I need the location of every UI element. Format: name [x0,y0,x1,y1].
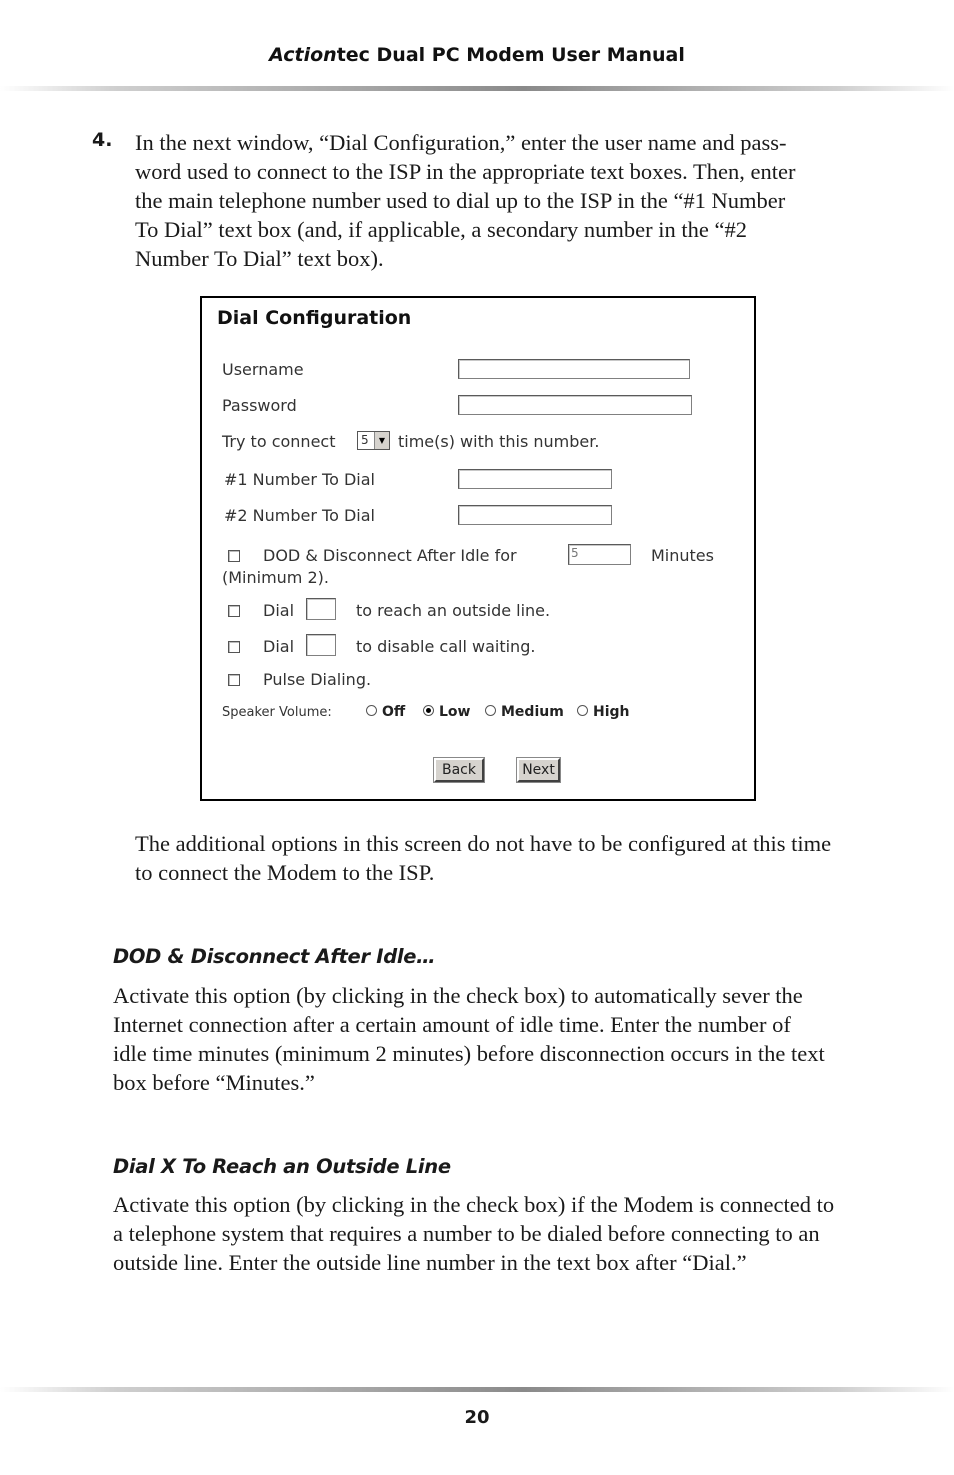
next-button[interactable]: Next [517,758,560,782]
minutes-label: Minutes [651,546,714,565]
volume-high-radio[interactable] [577,705,588,716]
number1-input[interactable] [458,469,612,489]
password-input[interactable] [458,395,692,415]
retry-count-select[interactable] [357,431,390,450]
pulse-dialing-label: Pulse Dialing. [263,670,372,689]
pulse-dialing-checkbox[interactable] [228,674,240,686]
chevron-down-icon[interactable]: ▼ [374,432,389,449]
volume-low-radio[interactable] [423,705,434,716]
dialog-title: Dial Configuration [217,307,412,329]
outside-line-input[interactable] [306,598,336,620]
outside-line-checkbox[interactable] [228,605,240,617]
section-heading-outside-line: Dial X To Reach an Outside Line [113,1155,451,1178]
volume-high-label: High [593,704,630,720]
outside-line-suffix: to reach an outside line. [356,601,551,620]
paragraph-line: box before “Minutes.” [113,1070,315,1095]
username-input[interactable] [458,359,690,379]
section-outside-line-paragraph [113,1190,834,1277]
password-label: Password [222,396,297,415]
back-button[interactable]: Back [434,758,484,782]
volume-medium-label: Medium [501,704,564,720]
running-header [0,44,954,66]
header-title-rest: tec Dual PC Modem User Manual [336,44,685,66]
step-line: word used to connect to the ISP in the appropriate text boxes. Then, enter [135,159,796,184]
minimum-note: (Minimum 2). [222,568,329,587]
dod-label: DOD & Disconnect After Idle for [263,546,517,565]
username-label: Username [222,360,304,379]
footer-rule [0,1387,954,1392]
paragraph-line: outside line. Enter the outside line number in the text box after “Dial.” [113,1250,747,1275]
paragraph-line: idle time minutes (minimum 2 minutes) before disconnection occurs in the text [113,1041,825,1066]
volume-off-radio[interactable] [366,705,377,716]
volume-medium-radio[interactable] [485,705,496,716]
step-line: To Dial” text box (and, if applicable, a secondary number in the “#2 [135,217,747,242]
paragraph-line: Internet connection after a certain amount of idle time. Enter the number of [113,1012,791,1037]
number2-input[interactable] [458,505,612,525]
paragraph-line: Activate this option (by clicking in the check box) if the Modem is connected to [113,1192,835,1217]
call-waiting-suffix: to disable call waiting. [356,637,536,656]
idle-minutes-input[interactable]: 5 [568,544,631,565]
number2-label: #2 Number To Dial [224,506,375,525]
number1-label: #1 Number To Dial [224,470,375,489]
header-brand: Action [269,44,337,66]
dod-checkbox[interactable] [228,550,240,562]
step-line: Number To Dial” text box). [135,246,384,271]
step-number: 4. [92,129,113,151]
header-rule [0,86,954,91]
dial-configuration-panel [200,296,756,801]
paragraph-line: Activate this option (by clicking in the check box) to automatically sever the [113,983,803,1008]
retry-count-value: 5 [361,433,369,447]
call-waiting-input[interactable] [306,634,336,656]
paragraph-line: to connect the Modem to the ISP. [135,860,435,885]
section-dod-paragraph [113,981,825,1097]
volume-low-label: Low [439,704,471,720]
call-waiting-checkbox[interactable] [228,641,240,653]
step-line: the main telephone number used to dial up to the ISP in the “#1 Number [135,188,786,213]
outside-dial-label: Dial [263,601,295,620]
after-dialog-paragraph [135,829,831,887]
speaker-volume-label: Speaker Volume: [222,705,332,720]
try-connect-suffix: time(s) with this number. [398,432,600,451]
section-heading-dod: DOD & Disconnect After Idle… [113,945,436,968]
step-text [135,128,865,273]
callwait-dial-label: Dial [263,637,295,656]
volume-off-label: Off [382,704,406,720]
try-connect-label: Try to connect [222,432,336,451]
step-line: In the next window, “Dial Configuration,” enter the user name and pass- [135,130,787,155]
paragraph-line: The additional options in this screen do not have to be configured at this time [135,831,832,856]
page-number: 20 [464,1407,490,1428]
paragraph-line: a telephone system that requires a number to be dialed before connecting to an [113,1221,820,1246]
